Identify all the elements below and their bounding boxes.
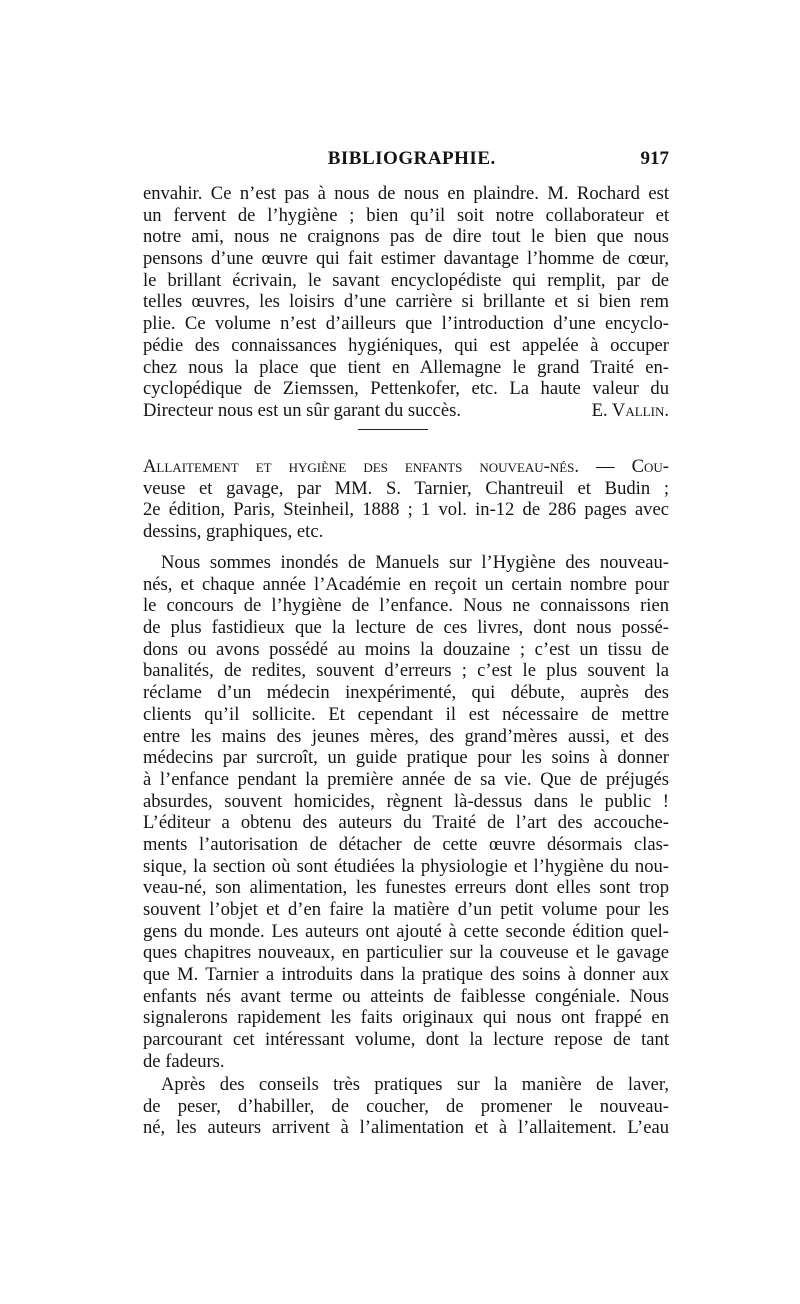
text-line: de peser, d’habiller, de coucher, de promener le nouveau- xyxy=(143,1095,669,1117)
text-line: un fervent de l’hygiène ; bien qu’il soit notre collaborateur et xyxy=(143,204,669,226)
text-line: entre les mains des jeunes mères, des grand’mères aussi, et des xyxy=(143,725,669,747)
text-line: dons ou avons possédé au moins la douzaine ; c’est un tissu de xyxy=(143,638,669,660)
review-paragraph-1 xyxy=(143,552,669,1073)
review-paragraph-2 xyxy=(143,1074,669,1139)
text-line: envahir. Ce n’est pas à nous de nous en plaindre. M. Rochard est xyxy=(143,183,669,204)
text-line: le brillant écrivain, le savant encyclopédiste qui remplit, par de xyxy=(143,269,669,291)
section-divider xyxy=(358,429,428,430)
text-line: chez nous la place que tient en Allemagne le grand Traité en- xyxy=(143,356,669,378)
title-line: veuse et gavage, par MM. S. Tarnier, Chantreuil et Budin ; xyxy=(143,477,669,499)
text-line: que M. Tarnier a introduits dans la pratique des soins à donner aux xyxy=(143,964,669,986)
text-line: le concours de l’hygiène de l’enfance. Nous ne connaissons rien xyxy=(143,595,669,617)
title-line: Allaitement et hygiène des enfants nouveau-nés. — Cou- xyxy=(143,456,669,477)
text-line: médecins par surcroît, un guide pratique pour les soins à donner xyxy=(143,747,669,769)
text-line: parcourant cet intéressant volume, dont la lecture repose de tant xyxy=(143,1029,669,1051)
text-line: de plus fastidieux que la lecture de ces livres, dont nous possé- xyxy=(143,617,669,639)
review-title xyxy=(143,456,669,543)
text-line: ques chapitres nouveaux, en particulier sur la couveuse et le gavage xyxy=(143,942,669,964)
text-line: pédie des connaissances hygiéniques, qui est appelée à occuper xyxy=(143,334,669,356)
page-header xyxy=(143,148,669,170)
text-line: souvent l’objet et d’en faire la matière d’un petit volume pour les xyxy=(143,899,669,920)
text-line: ments l’autorisation de détacher de cette œuvre désormais clas- xyxy=(143,833,669,855)
text-line: L’éditeur a obtenu des auteurs du Traité de l’art des accouche- xyxy=(143,812,669,834)
text-line: Nous sommes inondés de Manuels sur l’Hygiène des nouveau- xyxy=(161,552,669,573)
text-line: veau-né, son alimentation, les funestes erreurs dont elles sont trop xyxy=(143,877,669,899)
title-line: dessins, graphiques, etc. xyxy=(143,521,324,543)
author-signature: E. Vallin. xyxy=(591,399,669,421)
text-line: pensons d’une œuvre qui fait estimer davantage l’homme de cœur, xyxy=(143,248,669,270)
text-line: né, les auteurs arrivent à l’alimentation et à l’allaitement. L’eau xyxy=(143,1117,669,1139)
text-line: Après des conseils très pratiques sur la manière de laver, xyxy=(161,1074,669,1095)
text-line: Directeur nous est un sûr garant du succès. xyxy=(143,399,462,421)
text-line: de fadeurs. xyxy=(143,1050,225,1072)
text-line: cyclopédique de Ziemssen, Pettenkofer, etc. La haute valeur du xyxy=(143,378,669,400)
previous-review-ending xyxy=(143,183,669,422)
text-line: clients qu’il sollicite. Et cependant il est nécessaire de mettre xyxy=(143,703,669,725)
title-line: 2e édition, Paris, Steinheil, 1888 ; 1 vol. in-12 de 286 pages avec xyxy=(143,499,669,521)
running-title: BIBLIOGRAPHIE. xyxy=(327,148,496,169)
text-line: notre ami, nous ne craignons pas de dire tout le bien que nous xyxy=(143,226,669,248)
text-line: enfants nés avant terme ou atteints de faiblesse congéniale. Nous xyxy=(143,985,669,1007)
text-line: gens du monde. Les auteurs ont ajouté à cette seconde édition quel- xyxy=(143,920,669,942)
text-line: banalités, de redites, souvent d’erreurs ; c’est le plus souvent la xyxy=(143,660,669,682)
text-line: absurdes, souvent homicides, règnent là-dessus dans le public ! xyxy=(143,790,669,812)
text-line: réclame d’un médecin inexpérimenté, qui débute, auprès des xyxy=(143,682,669,704)
text-line: telles œuvres, les loisirs d’une carrière si brillante et si bien rem xyxy=(143,291,669,313)
text-line: signalerons rapidement les faits originaux qui nous ont frappé en xyxy=(143,1007,669,1029)
page-number: 917 xyxy=(640,148,669,169)
text-line: sique, la section où sont étudiées la physiologie et l’hygiène du nou- xyxy=(143,855,669,877)
text-line: à l’enfance pendant la première année de sa vie. Que de préjugés xyxy=(143,768,669,790)
text-line: plie. Ce volume n’est d’ailleurs que l’introduction d’une encyclo- xyxy=(143,313,669,335)
text-line: nés, et chaque année l’Académie en reçoit un certain nombre pour xyxy=(143,573,669,595)
text-line-with-signature xyxy=(143,400,669,422)
